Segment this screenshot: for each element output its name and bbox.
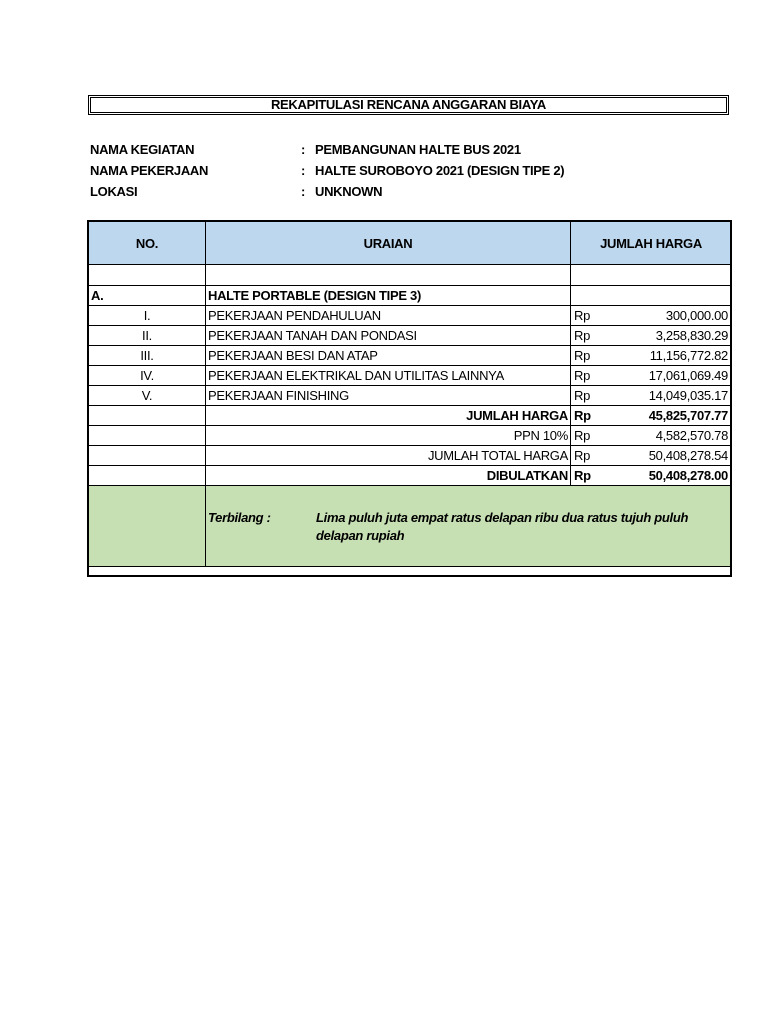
total-amount: 50,408,278.54 (648, 448, 728, 463)
currency: Rp (574, 388, 591, 403)
info-label: NAMA KEGIATAN (90, 142, 195, 157)
table-blank-row (89, 265, 732, 286)
total-amount-cell (571, 466, 732, 486)
item-uraian: PEKERJAAN TANAH DAN PONDASI (206, 326, 571, 346)
document-title: REKAPITULASI RENCANA ANGGARAN BIAYA (88, 95, 729, 115)
currency: Rp (574, 368, 591, 383)
terbilang-cell (206, 486, 732, 567)
table-section-row (89, 286, 732, 306)
info-label: NAMA PEKERJAAN (90, 163, 209, 178)
total-label: JUMLAH TOTAL HARGA (206, 446, 571, 466)
item-amount-cell (571, 366, 732, 386)
total-amount: 45,825,707.77 (648, 408, 728, 423)
total-row-jumlah-total-harga (89, 446, 732, 466)
currency: Rp (574, 328, 591, 343)
item-no: IV. (89, 366, 206, 386)
table-row (89, 386, 732, 406)
terbilang-row (89, 486, 732, 567)
item-no: V. (89, 386, 206, 406)
item-amount: 3,258,830.29 (655, 328, 728, 343)
currency: Rp (574, 308, 591, 323)
total-amount: 50,408,278.00 (648, 468, 728, 483)
total-row-ppn (89, 426, 732, 446)
info-value: UNKNOWN (315, 184, 383, 199)
item-no: II. (89, 326, 206, 346)
info-colon: : (301, 163, 306, 178)
item-uraian: PEKERJAAN BESI DAN ATAP (206, 346, 571, 366)
info-colon: : (301, 184, 306, 199)
table-row (89, 366, 732, 386)
info-value: PEMBANGUNAN HALTE BUS 2021 (315, 142, 521, 157)
info-value: HALTE SUROBOYO 2021 (DESIGN TIPE 2) (315, 163, 565, 178)
total-amount-cell (571, 426, 732, 446)
total-label: DIBULATKAN (206, 466, 571, 486)
item-amount-cell (571, 386, 732, 406)
table-row (89, 306, 732, 326)
item-amount-cell (571, 346, 732, 366)
total-row-jumlah-harga (89, 406, 732, 426)
item-no: III. (89, 346, 206, 366)
item-uraian: PEKERJAAN FINISHING (206, 386, 571, 406)
item-amount-cell (571, 306, 732, 326)
total-label: PPN 10% (206, 426, 571, 446)
budget-table (88, 221, 732, 567)
currency: Rp (574, 428, 591, 443)
total-amount: 4,582,570.78 (655, 428, 728, 443)
table-header-row (89, 222, 732, 265)
header-jumlah-harga: JUMLAH HARGA (571, 222, 732, 265)
table-row (89, 346, 732, 366)
currency: Rp (574, 448, 591, 463)
header-uraian: URAIAN (206, 222, 571, 265)
item-uraian: PEKERJAAN ELEKTRIKAL DAN UTILITAS LAINNYA (206, 366, 571, 386)
item-amount: 300,000.00 (665, 308, 728, 323)
item-amount-cell (571, 326, 732, 346)
currency: Rp (574, 408, 591, 423)
table-row (89, 326, 732, 346)
item-uraian: PEKERJAAN PENDAHULUAN (206, 306, 571, 326)
item-amount: 17,061,069.49 (648, 368, 728, 383)
header-no: NO. (89, 222, 206, 265)
info-label: LOKASI (90, 184, 138, 199)
total-label: JUMLAH HARGA (206, 406, 571, 426)
item-amount: 14,049,035.17 (648, 388, 728, 403)
total-row-dibulatkan (89, 466, 732, 486)
currency: Rp (574, 348, 591, 363)
total-amount-cell (571, 406, 732, 426)
currency: Rp (574, 468, 591, 483)
total-amount-cell (571, 446, 732, 466)
item-amount: 11,156,772.82 (649, 348, 728, 363)
terbilang-text: Lima puluh juta empat ratus delapan ribu dua ratus tujuh puluh delapan rupiah (316, 510, 689, 543)
section-code: A. (89, 286, 206, 306)
terbilang-label: Terbilang : (208, 510, 271, 525)
section-name: HALTE PORTABLE (DESIGN TIPE 3) (206, 286, 571, 306)
item-no: I. (89, 306, 206, 326)
info-colon: : (301, 142, 306, 157)
